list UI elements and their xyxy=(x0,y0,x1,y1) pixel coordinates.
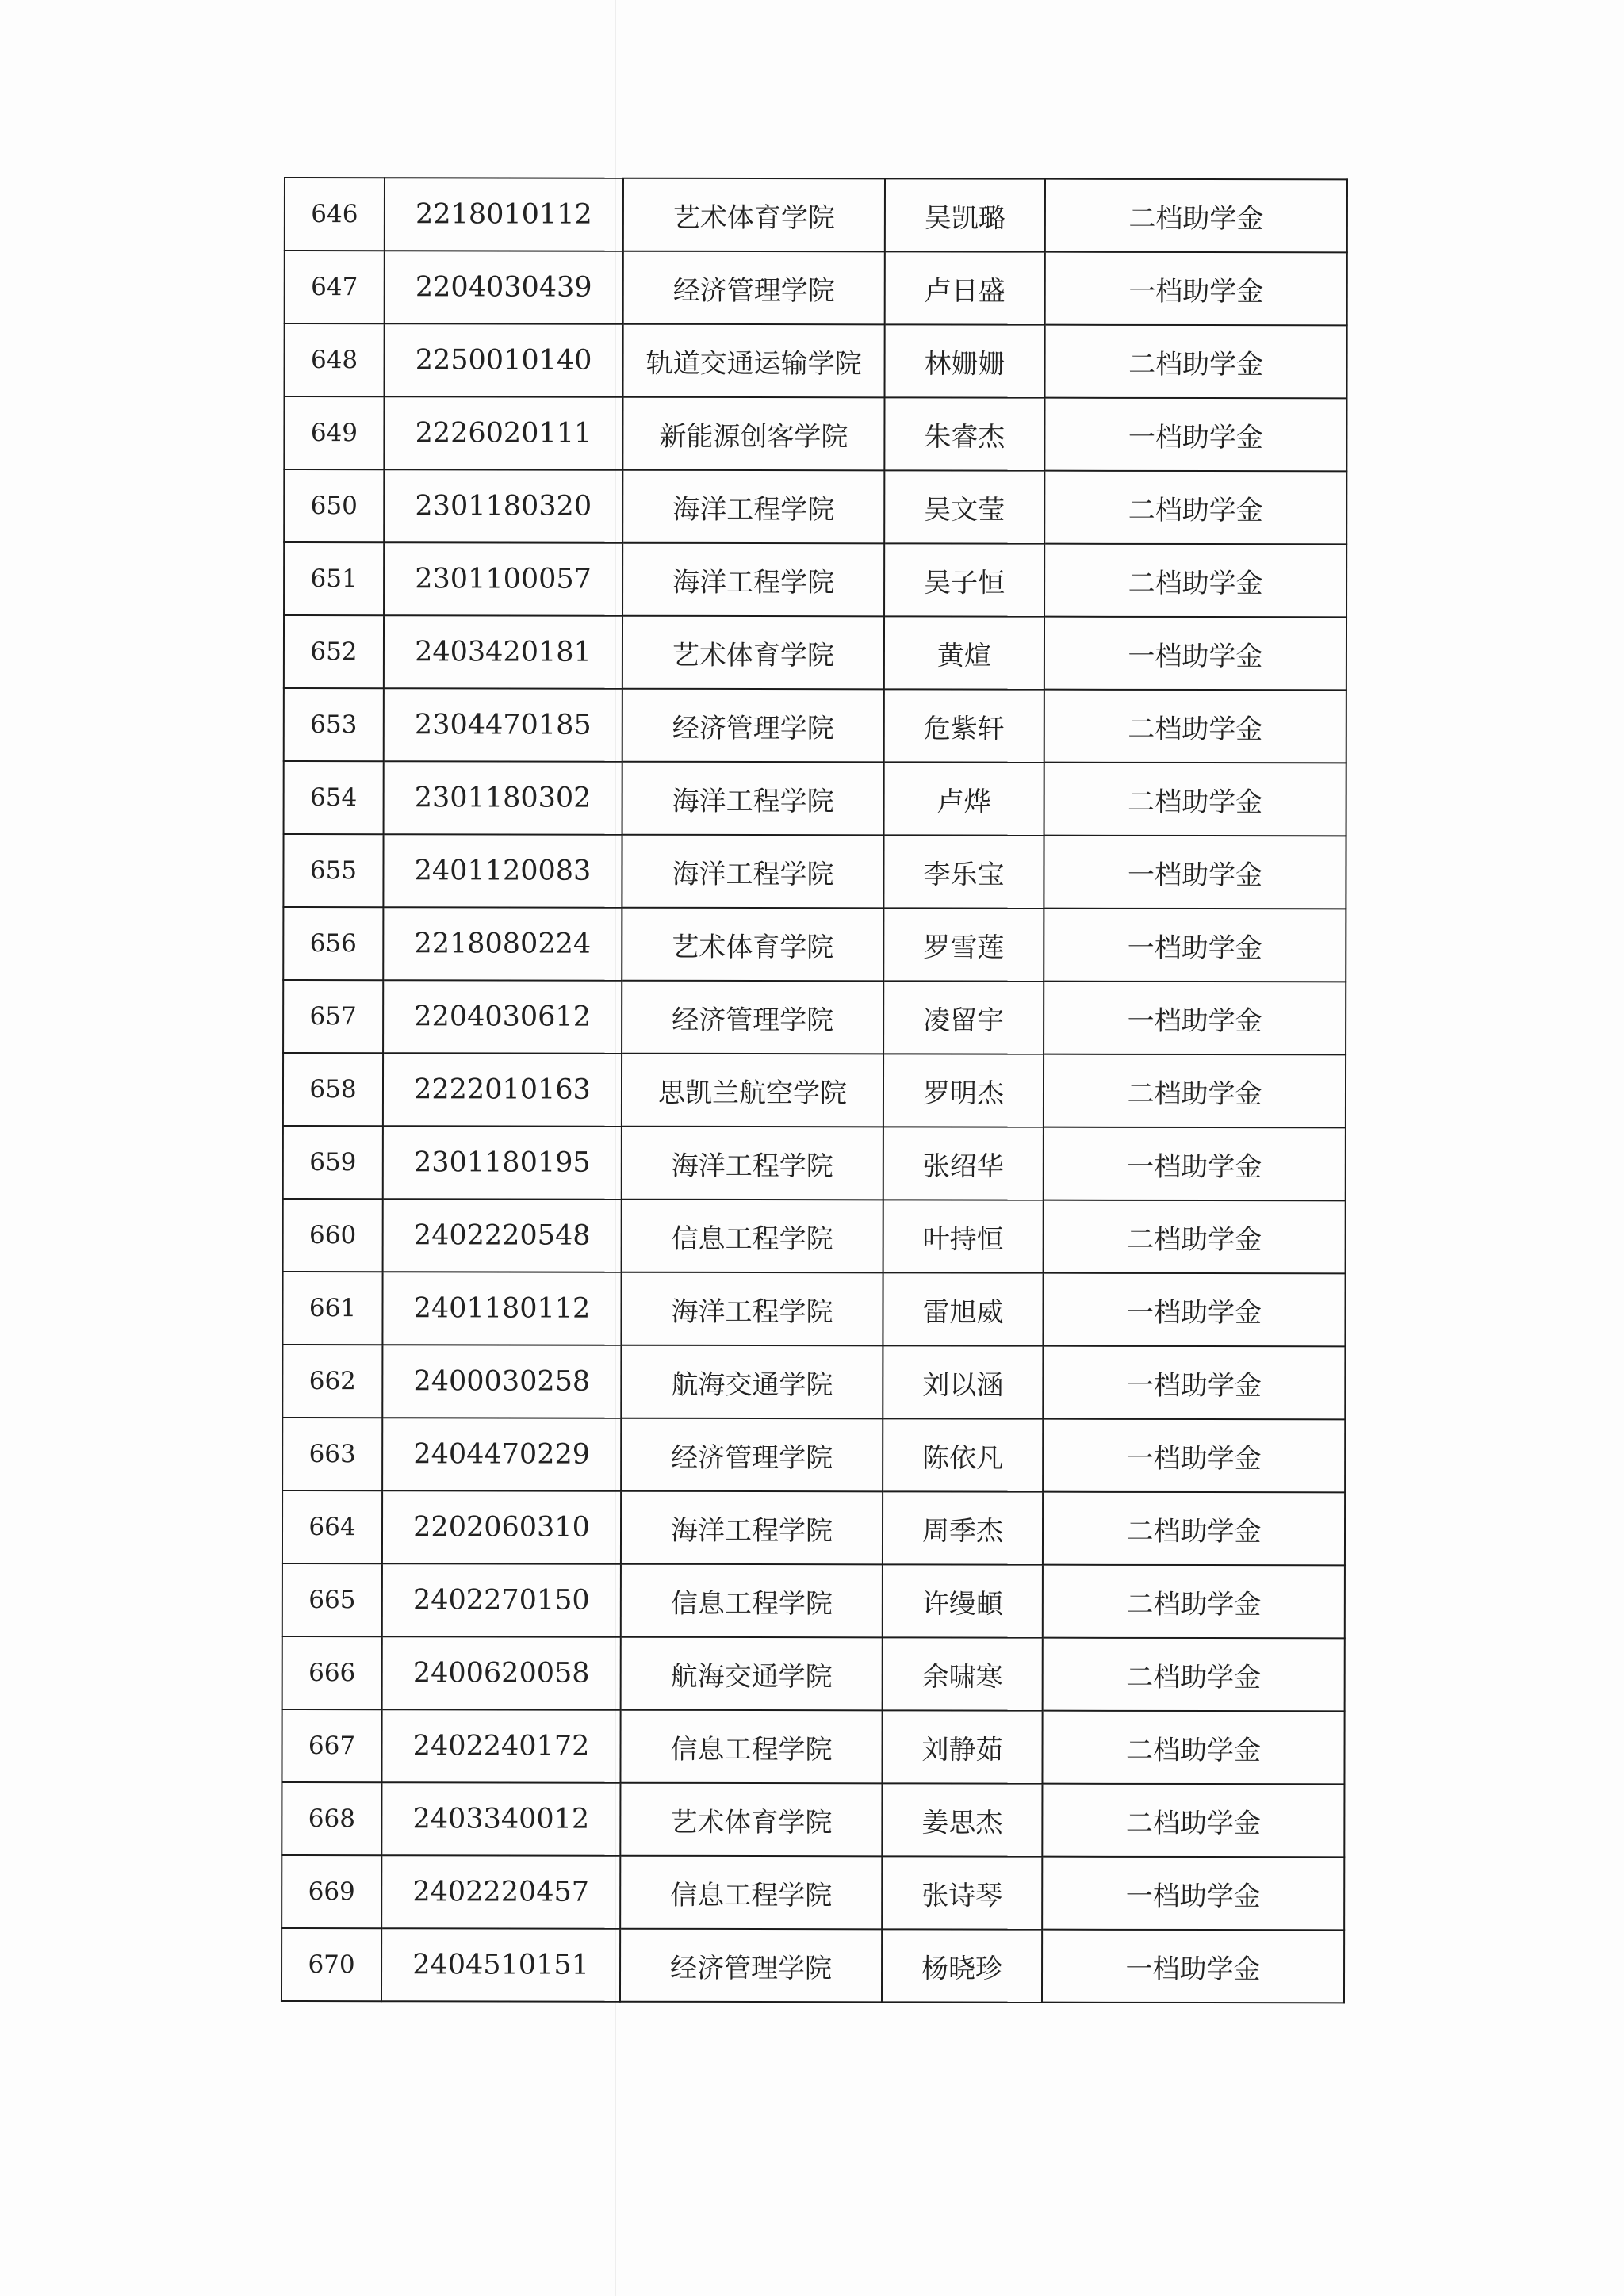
table-row xyxy=(282,1272,1345,1346)
table-row xyxy=(283,1126,1346,1200)
student-name-cell: 罗雪莲 xyxy=(883,908,1044,981)
college-cell: 经济管理学院 xyxy=(622,981,883,1054)
college-cell: 海洋工程学院 xyxy=(621,1491,883,1565)
serial-number-cell: 653 xyxy=(284,688,384,761)
grant-level-cell: 一档助学金 xyxy=(1044,836,1346,909)
student-id-cell: 2401120083 xyxy=(383,834,622,908)
table-row xyxy=(284,469,1346,544)
serial-number-cell: 662 xyxy=(282,1345,382,1418)
student-id-cell: 2402240172 xyxy=(381,1709,620,1783)
grant-level-cell: 二档助学金 xyxy=(1044,544,1346,618)
college-cell: 海洋工程学院 xyxy=(622,470,884,544)
table-row xyxy=(282,1855,1344,1930)
table-row xyxy=(284,688,1346,763)
serial-number-cell: 648 xyxy=(285,323,385,396)
serial-number-cell: 650 xyxy=(284,469,384,542)
table-row xyxy=(283,1053,1346,1127)
grant-level-cell: 二档助学金 xyxy=(1044,690,1346,763)
student-id-cell: 2402220548 xyxy=(383,1199,622,1272)
serial-number-cell: 670 xyxy=(282,1928,381,2001)
grant-level-cell: 一档助学金 xyxy=(1044,1127,1346,1201)
student-name-cell: 吴凯璐 xyxy=(885,178,1045,251)
student-id-cell: 2250010140 xyxy=(385,323,623,397)
college-cell: 艺术体育学院 xyxy=(622,616,884,690)
student-id-cell: 2218010112 xyxy=(385,178,623,251)
table-row xyxy=(285,323,1347,398)
student-name-cell: 姜思杰 xyxy=(882,1783,1042,1856)
serial-number-cell: 656 xyxy=(283,907,383,980)
table-row xyxy=(283,980,1346,1054)
student-id-cell: 2301180195 xyxy=(383,1126,622,1200)
serial-number-cell: 660 xyxy=(283,1199,383,1272)
grant-level-cell: 二档助学金 xyxy=(1044,1200,1346,1274)
serial-number-cell: 647 xyxy=(285,251,385,323)
college-cell: 轨道交通运输学院 xyxy=(623,324,885,398)
grant-level-cell: 一档助学金 xyxy=(1042,1930,1344,2003)
college-cell: 经济管理学院 xyxy=(623,251,885,325)
student-name-cell: 杨晓珍 xyxy=(882,1929,1042,2002)
student-id-cell: 2301180302 xyxy=(384,761,622,835)
college-cell: 艺术体育学院 xyxy=(622,908,883,982)
student-id-cell: 2218080224 xyxy=(383,907,622,981)
student-id-cell: 2400620058 xyxy=(382,1636,621,1710)
student-name-cell: 林姗姗 xyxy=(885,324,1045,397)
table-row xyxy=(282,1418,1345,1492)
student-name-cell: 周季杰 xyxy=(883,1491,1043,1564)
serial-number-cell: 663 xyxy=(282,1418,382,1490)
grant-level-cell: 二档助学金 xyxy=(1044,763,1346,836)
grant-level-cell: 一档助学金 xyxy=(1042,1857,1344,1931)
serial-number-cell: 652 xyxy=(284,615,384,688)
grant-level-cell: 一档助学金 xyxy=(1044,909,1346,982)
student-name-cell: 叶持恒 xyxy=(883,1200,1044,1272)
student-id-cell: 2401180112 xyxy=(382,1272,621,1345)
college-cell: 经济管理学院 xyxy=(620,1929,882,2003)
student-id-cell: 2204030612 xyxy=(383,980,622,1054)
serial-number-cell: 664 xyxy=(282,1490,382,1563)
student-id-cell: 2404510151 xyxy=(381,1928,620,2002)
college-cell: 新能源创客学院 xyxy=(622,397,884,471)
student-name-cell: 吴子恒 xyxy=(884,543,1044,616)
grant-recipients-table xyxy=(281,177,1348,2003)
college-cell: 经济管理学院 xyxy=(622,689,884,763)
student-id-cell: 2403420181 xyxy=(384,615,622,689)
table-row xyxy=(285,251,1347,325)
student-name-cell: 陈依凡 xyxy=(883,1418,1043,1491)
serial-number-cell: 657 xyxy=(283,980,383,1053)
table-row xyxy=(282,1928,1344,2003)
college-cell: 信息工程学院 xyxy=(620,1710,882,1784)
serial-number-cell: 646 xyxy=(285,178,385,251)
serial-number-cell: 658 xyxy=(283,1053,383,1126)
serial-number-cell: 661 xyxy=(282,1272,382,1345)
student-id-cell: 2204030439 xyxy=(385,251,623,324)
grant-level-cell: 二档助学金 xyxy=(1044,471,1346,545)
table-row xyxy=(284,542,1346,617)
student-name-cell: 李乐宝 xyxy=(883,835,1044,908)
student-id-cell: 2304470185 xyxy=(384,688,622,762)
table-row xyxy=(285,178,1347,252)
serial-number-cell: 667 xyxy=(282,1709,381,1782)
student-name-cell: 吴文莹 xyxy=(884,470,1044,543)
table-row xyxy=(283,907,1346,982)
student-id-cell: 2402220457 xyxy=(381,1855,620,1929)
student-id-cell: 2202060310 xyxy=(382,1490,621,1564)
student-id-cell: 2404470229 xyxy=(382,1418,621,1491)
student-name-cell: 张诗琴 xyxy=(882,1856,1042,1929)
table-row xyxy=(284,396,1346,471)
student-id-cell: 2400030258 xyxy=(382,1345,621,1418)
student-name-cell: 卢日盛 xyxy=(885,251,1045,324)
serial-number-cell: 669 xyxy=(282,1855,381,1928)
student-name-cell: 张绍华 xyxy=(883,1127,1044,1200)
student-name-cell: 朱睿杰 xyxy=(884,397,1044,470)
grant-level-cell: 二档助学金 xyxy=(1043,1492,1345,1566)
grant-level-cell: 二档助学金 xyxy=(1042,1711,1344,1785)
grant-level-cell: 二档助学金 xyxy=(1042,1784,1344,1858)
student-name-cell: 黄煊 xyxy=(884,616,1044,689)
grant-level-cell: 一档助学金 xyxy=(1044,982,1346,1055)
grant-level-cell: 二档助学金 xyxy=(1044,1054,1346,1128)
grant-level-cell: 二档助学金 xyxy=(1043,1565,1345,1639)
college-cell: 航海交通学院 xyxy=(621,1637,883,1711)
grant-level-cell: 一档助学金 xyxy=(1043,1419,1345,1493)
table-row xyxy=(284,761,1346,836)
student-id-cell: 2402270150 xyxy=(382,1563,621,1637)
serial-number-cell: 651 xyxy=(284,542,384,615)
table-row xyxy=(282,1563,1345,1638)
student-id-cell: 2403340012 xyxy=(381,1782,620,1856)
table-row xyxy=(284,615,1346,690)
table-body xyxy=(282,178,1347,2003)
grant-level-cell: 一档助学金 xyxy=(1043,1346,1345,1420)
table-row xyxy=(283,1199,1346,1273)
grant-level-cell: 二档助学金 xyxy=(1045,325,1347,399)
table-row xyxy=(282,1490,1345,1565)
table-row xyxy=(282,1345,1345,1419)
college-cell: 海洋工程学院 xyxy=(622,1127,883,1200)
college-cell: 海洋工程学院 xyxy=(622,543,884,617)
student-name-cell: 卢烨 xyxy=(884,762,1044,835)
college-cell: 海洋工程学院 xyxy=(622,835,883,909)
college-cell: 信息工程学院 xyxy=(620,1856,882,1930)
student-name-cell: 罗明杰 xyxy=(883,1054,1044,1127)
grant-level-cell: 一档助学金 xyxy=(1044,398,1346,472)
student-name-cell: 许缦頔 xyxy=(883,1564,1043,1637)
student-id-cell: 2301100057 xyxy=(384,542,622,616)
college-cell: 信息工程学院 xyxy=(622,1200,883,1273)
table-row xyxy=(282,1782,1344,1857)
student-id-cell: 2226020111 xyxy=(384,396,622,470)
student-name-cell: 刘静茹 xyxy=(882,1710,1042,1783)
college-cell: 海洋工程学院 xyxy=(621,1272,883,1346)
college-cell: 海洋工程学院 xyxy=(622,762,884,836)
student-id-cell: 2301180320 xyxy=(384,469,622,543)
serial-number-cell: 666 xyxy=(282,1636,382,1709)
serial-number-cell: 654 xyxy=(284,761,384,834)
grant-level-cell: 二档助学金 xyxy=(1043,1638,1345,1712)
college-cell: 思凯兰航空学院 xyxy=(622,1054,883,1127)
grant-level-cell: 一档助学金 xyxy=(1045,252,1347,326)
student-name-cell: 凌留宇 xyxy=(883,981,1044,1054)
serial-number-cell: 668 xyxy=(282,1782,381,1855)
college-cell: 航海交通学院 xyxy=(621,1345,883,1419)
serial-number-cell: 665 xyxy=(282,1563,382,1636)
college-cell: 信息工程学院 xyxy=(621,1564,883,1638)
table-row xyxy=(283,834,1346,909)
college-cell: 艺术体育学院 xyxy=(623,178,885,252)
serial-number-cell: 659 xyxy=(283,1126,383,1199)
student-id-cell: 2222010163 xyxy=(383,1053,622,1127)
serial-number-cell: 649 xyxy=(284,396,384,469)
student-name-cell: 危紫轩 xyxy=(884,689,1044,762)
student-name-cell: 刘以涵 xyxy=(883,1345,1043,1418)
grant-level-cell: 一档助学金 xyxy=(1044,617,1346,691)
college-cell: 经济管理学院 xyxy=(621,1418,883,1492)
student-name-cell: 余啸寒 xyxy=(883,1637,1043,1710)
table-row xyxy=(282,1636,1345,1711)
table-row xyxy=(282,1709,1344,1784)
grant-level-cell: 一档助学金 xyxy=(1043,1273,1345,1347)
student-name-cell: 雷旭威 xyxy=(883,1272,1043,1345)
college-cell: 艺术体育学院 xyxy=(620,1783,882,1857)
grant-level-cell: 二档助学金 xyxy=(1045,179,1347,253)
serial-number-cell: 655 xyxy=(283,834,383,907)
